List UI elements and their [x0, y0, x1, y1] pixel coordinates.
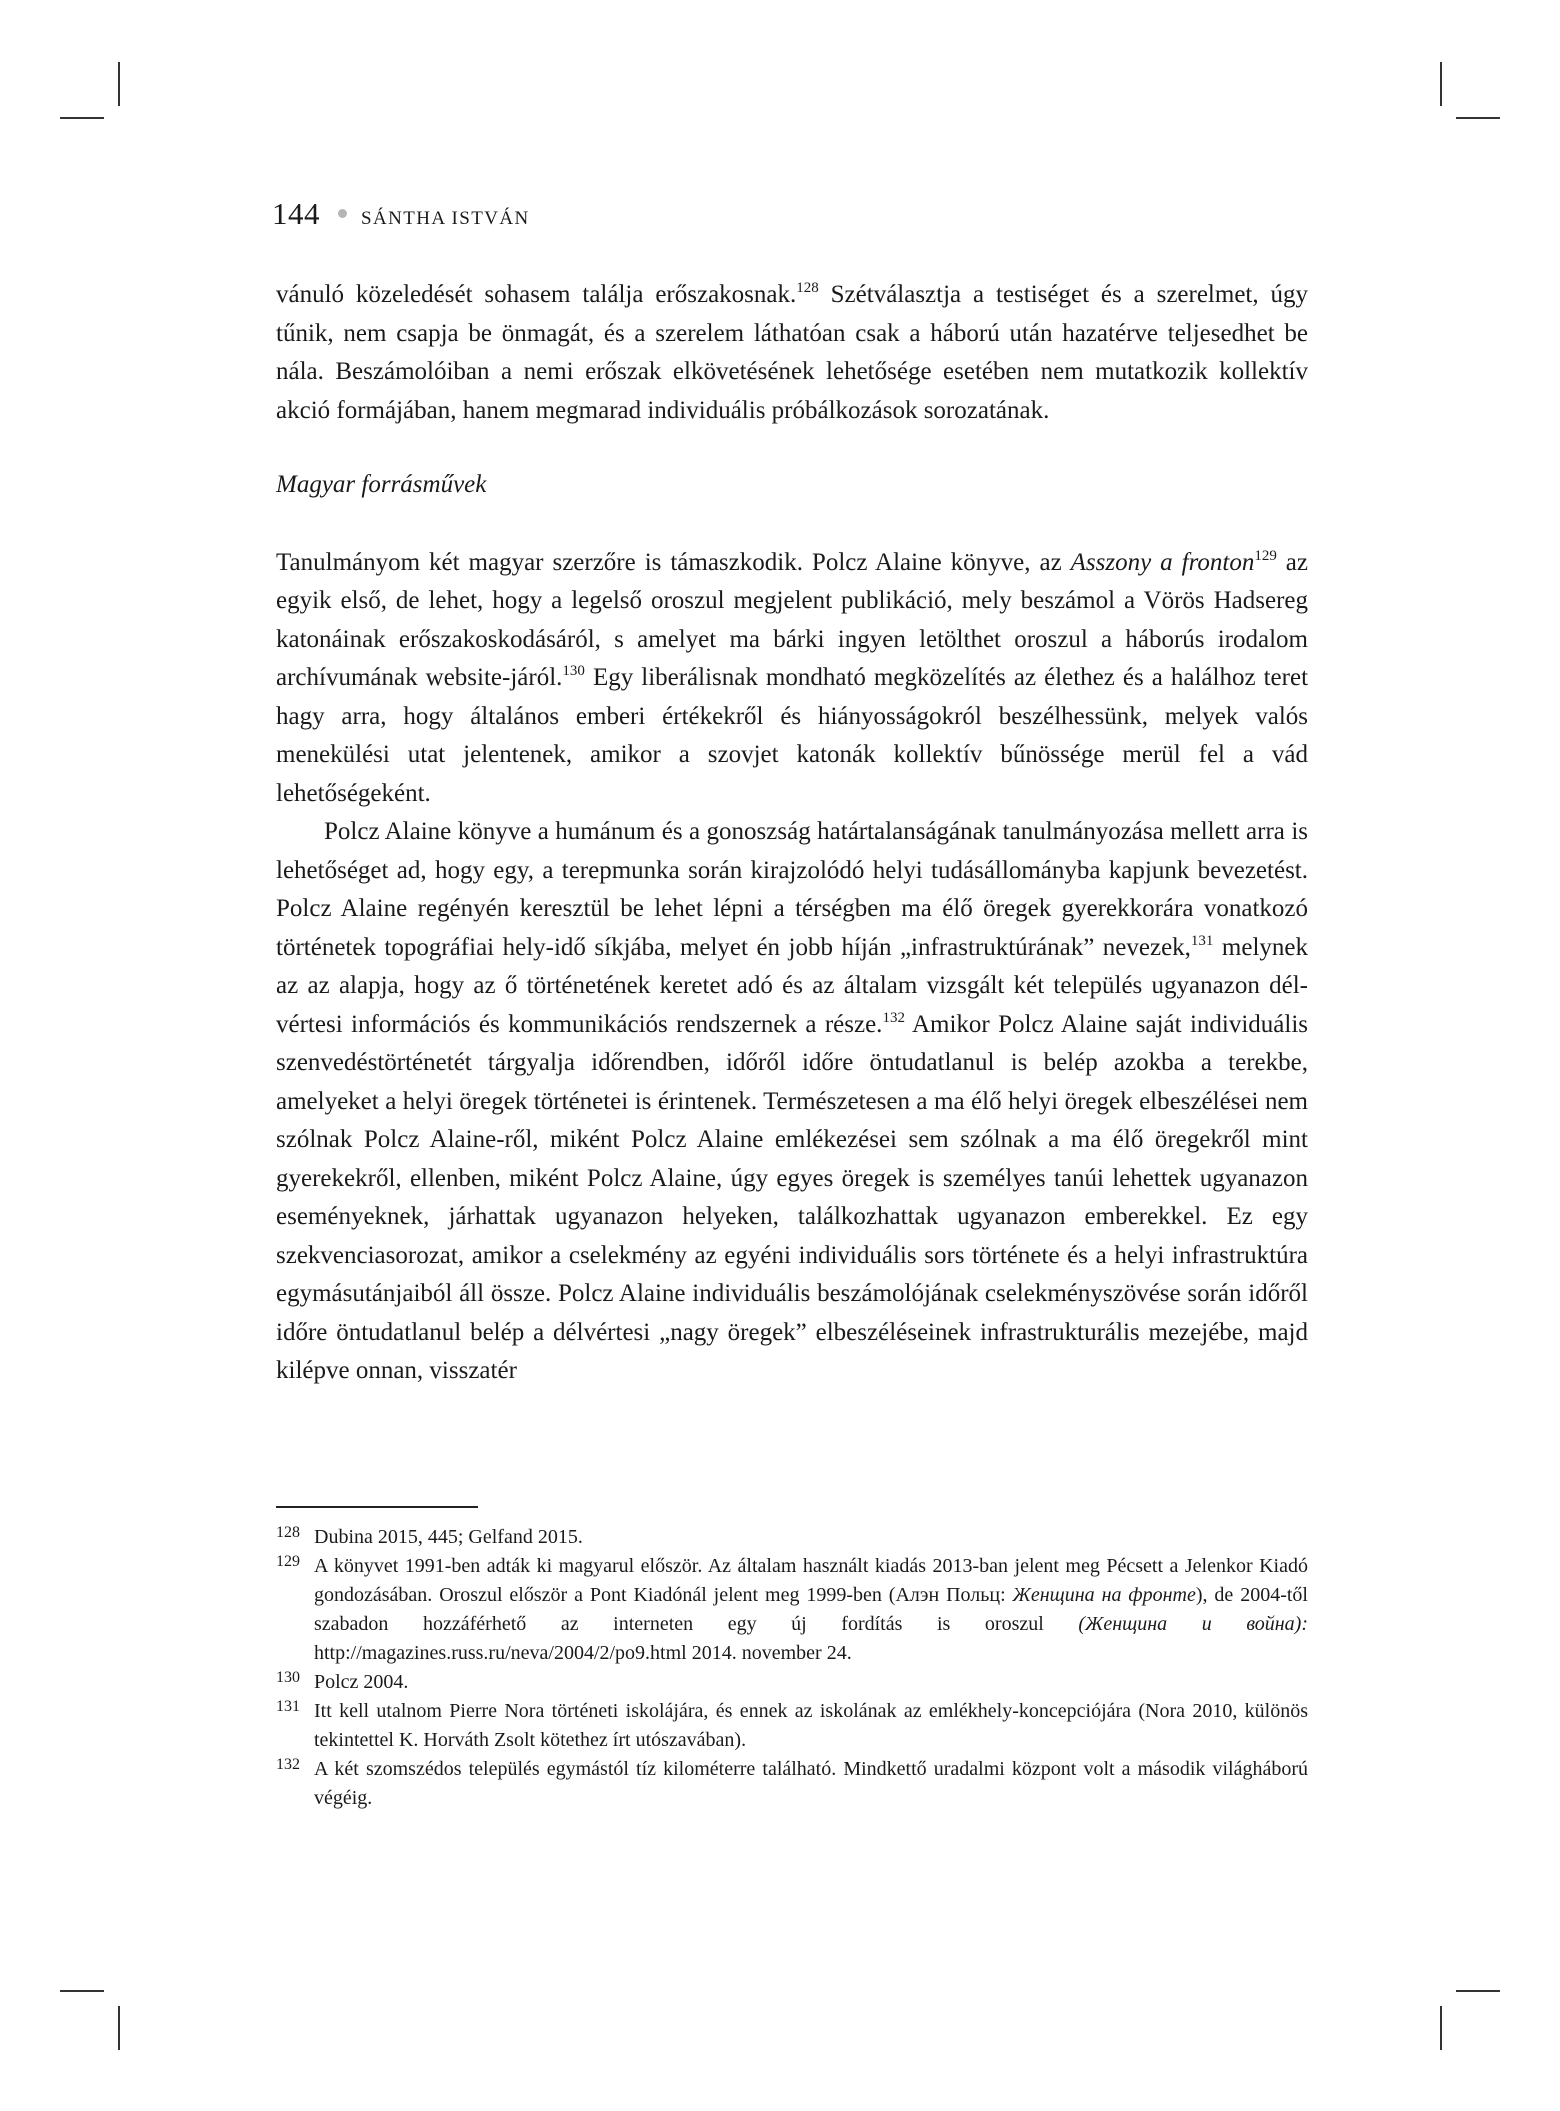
text-run: A könyvet 1991-ben adták ki magyarul először. Az általam használt kiadás 2013-ban jelent meg Pécsett a Jelenkor Kiadó gondozásában. Oroszul először a Pont Kiadónál jelent meg 1999-ben (Алэн Польц: — [314, 1555, 1308, 1606]
text-run: Szétválasztja a testiséget és a szerelmet, úgy tűnik, nem csapja be önmagát, és a szerelem láthatóan csak a háború után hazatérve teljesedhet be nála. Beszámolóiban a nemi erőszak elkövetésének lehetősége esetében nem mutatkozik kollektív akció formájában, hanem megmarad individuális próbálkozások sorozatának. — [276, 281, 1308, 424]
book-title: Asszony a fronton — [1070, 548, 1255, 576]
text-run: http://magazines.russ.ru/neva/2004/2/po9.html 2014. november 24. — [314, 1642, 852, 1664]
text-run: az egyik első, de lehet, hogy a legelső oroszul megjelent publikáció, mely beszámol a Vörös Hadsereg katonáinak erőszakoskodásáról, s amelyet ma bárki ingyen letölthet oroszul a háborús irodalom archívumának website-járól. — [276, 548, 1308, 691]
running-head: SÁNTHA ISTVÁN — [361, 208, 530, 229]
crop-mark — [118, 62, 120, 106]
footnote-number: 128 — [276, 1524, 300, 1541]
footnote — [276, 1697, 1308, 1755]
text-run: melynek az az alapja, hogy az ő történetének keretet adó és az általam vizsgált két település ugyanazon dél-vértesi információs és kommunikációs rendszernek a része. — [276, 933, 1308, 1038]
footnote-ref: 131 — [1190, 932, 1214, 949]
footnote-text: Polcz 2004. — [314, 1671, 409, 1693]
footnote — [276, 1552, 1308, 1668]
footnote-number: 132 — [276, 1756, 300, 1773]
paragraph — [276, 544, 1308, 814]
crop-mark — [118, 2006, 120, 2050]
crop-mark — [1440, 2006, 1442, 2050]
paragraph — [276, 813, 1308, 1391]
footnote-text: A két szomszédos település egymástól tíz kilométerre található. Mindkettő uradalmi központ volt a második világháború végéig. — [314, 1758, 1308, 1809]
footnote — [276, 1523, 1308, 1552]
section-heading: Magyar forrásművek — [276, 471, 487, 498]
footnote-text — [314, 1552, 1308, 1668]
footnote-text: Itt kell utalnom Pierre Nora történeti iskolájára, és ennek az iskolának az emlékhely-koncepciójára (Nora 2010, különös tekintettel K. Horváth Zsolt kötethez írt utószavában). — [314, 1700, 1308, 1751]
crop-mark — [1440, 62, 1442, 106]
footnote-number: 129 — [276, 1553, 300, 1570]
page-number: 144 — [272, 196, 320, 231]
footnote-ref: 130 — [562, 663, 585, 679]
footnote-text: Dubina 2015, 445; Gelfand 2015. — [314, 1526, 583, 1548]
text-run: Amikor Polcz Alaine saját individuális szenvedéstörténetét tárgyalja időrendben, időről időre öntudatlanul is belép azokba a terekbe, amelyeket a helyi öregek történetei is érintenek. Természetesen a ma élő helyi öregek elbeszélései nem szólnak Polcz Alaine-ről, miként Polcz Alaine emlékezései sem szólnak a ma élő öregekről mint gyerekekről, ellenben, miként Polcz Alaine, úgy egyes öregek is személyes tanúi lehettek ugyanazon eseményeknek, járhattak ugyanazon helyeken, találkozhattak ugyanazon emberekkel. Ez egy szekvenciasorozat, amikor a cselekmény az egyéni individuális sors története és a helyi infrastruktúra egymásutánjaiból áll össze. Polcz Alaine individuális beszámolójának cselekményszövése során időről időre öntudatlanul belép a délvértesi „nagy öregek” elbeszéléseinek infrastrukturális mezejébe, majd kilépve onnan, visszatér — [276, 1010, 1308, 1384]
body-text — [276, 276, 1308, 1391]
paragraph — [276, 276, 1308, 430]
text-run: Egy liberálisnak mondható megközelítés az élethez és a halálhoz teret hagy arra, hogy általános emberi értékekről és hiányosságokról beszélhessünk, melyek valós menekülési utat jelentenek, amikor a szovjet katonák kollektív bűnössége merül fel a vád lehetőségeként. — [276, 664, 1309, 807]
footnote-number: 130 — [276, 1669, 300, 1686]
text-run: Tanulmányom két magyar szerzőre is támaszkodik. Polcz Alaine könyve, az — [276, 548, 1071, 576]
crop-mark — [1456, 117, 1500, 119]
footnote — [276, 1668, 1308, 1697]
book-title: Женщина на фронте — [1012, 1584, 1196, 1606]
crop-mark — [60, 117, 104, 119]
crop-mark — [1456, 1990, 1500, 1992]
text-run: Polcz Alaine könyve a humánum és a gonoszság határtalanságának tanulmányozása mellett arra is lehetőséget ad, hogy egy, a terepmunka során kirajzolódó helyi tudásállományba kapjunk bevezetést. Polcz Alaine regényén keresztül be lehet lépni a térségben ma élő öregek gyerekkorára vonatkozó történetek topográfiai hely-idő síkjába, melyet én jobb híján „infrastruktúrának” nevezek, — [276, 818, 1308, 961]
text-run: vánuló közeledését sohasem találja erőszakosnak. — [276, 281, 797, 308]
footnotes — [276, 1523, 1308, 1813]
footnote-rule — [276, 1506, 478, 1508]
crop-mark — [60, 1990, 104, 1992]
footnote-ref: 132 — [882, 1009, 905, 1026]
page-header — [272, 196, 530, 232]
footnote-number: 131 — [276, 1698, 300, 1715]
book-title: (Женщина и война): — [1078, 1613, 1308, 1635]
header-bullet — [338, 209, 347, 218]
footnote-ref: 129 — [1254, 547, 1277, 564]
footnote — [276, 1755, 1308, 1813]
footnote-ref: 128 — [796, 280, 819, 296]
text-run: ), de 2004-től szabadon hozzáférhető az interneten egy új fordítás is oroszul — [314, 1584, 1308, 1635]
